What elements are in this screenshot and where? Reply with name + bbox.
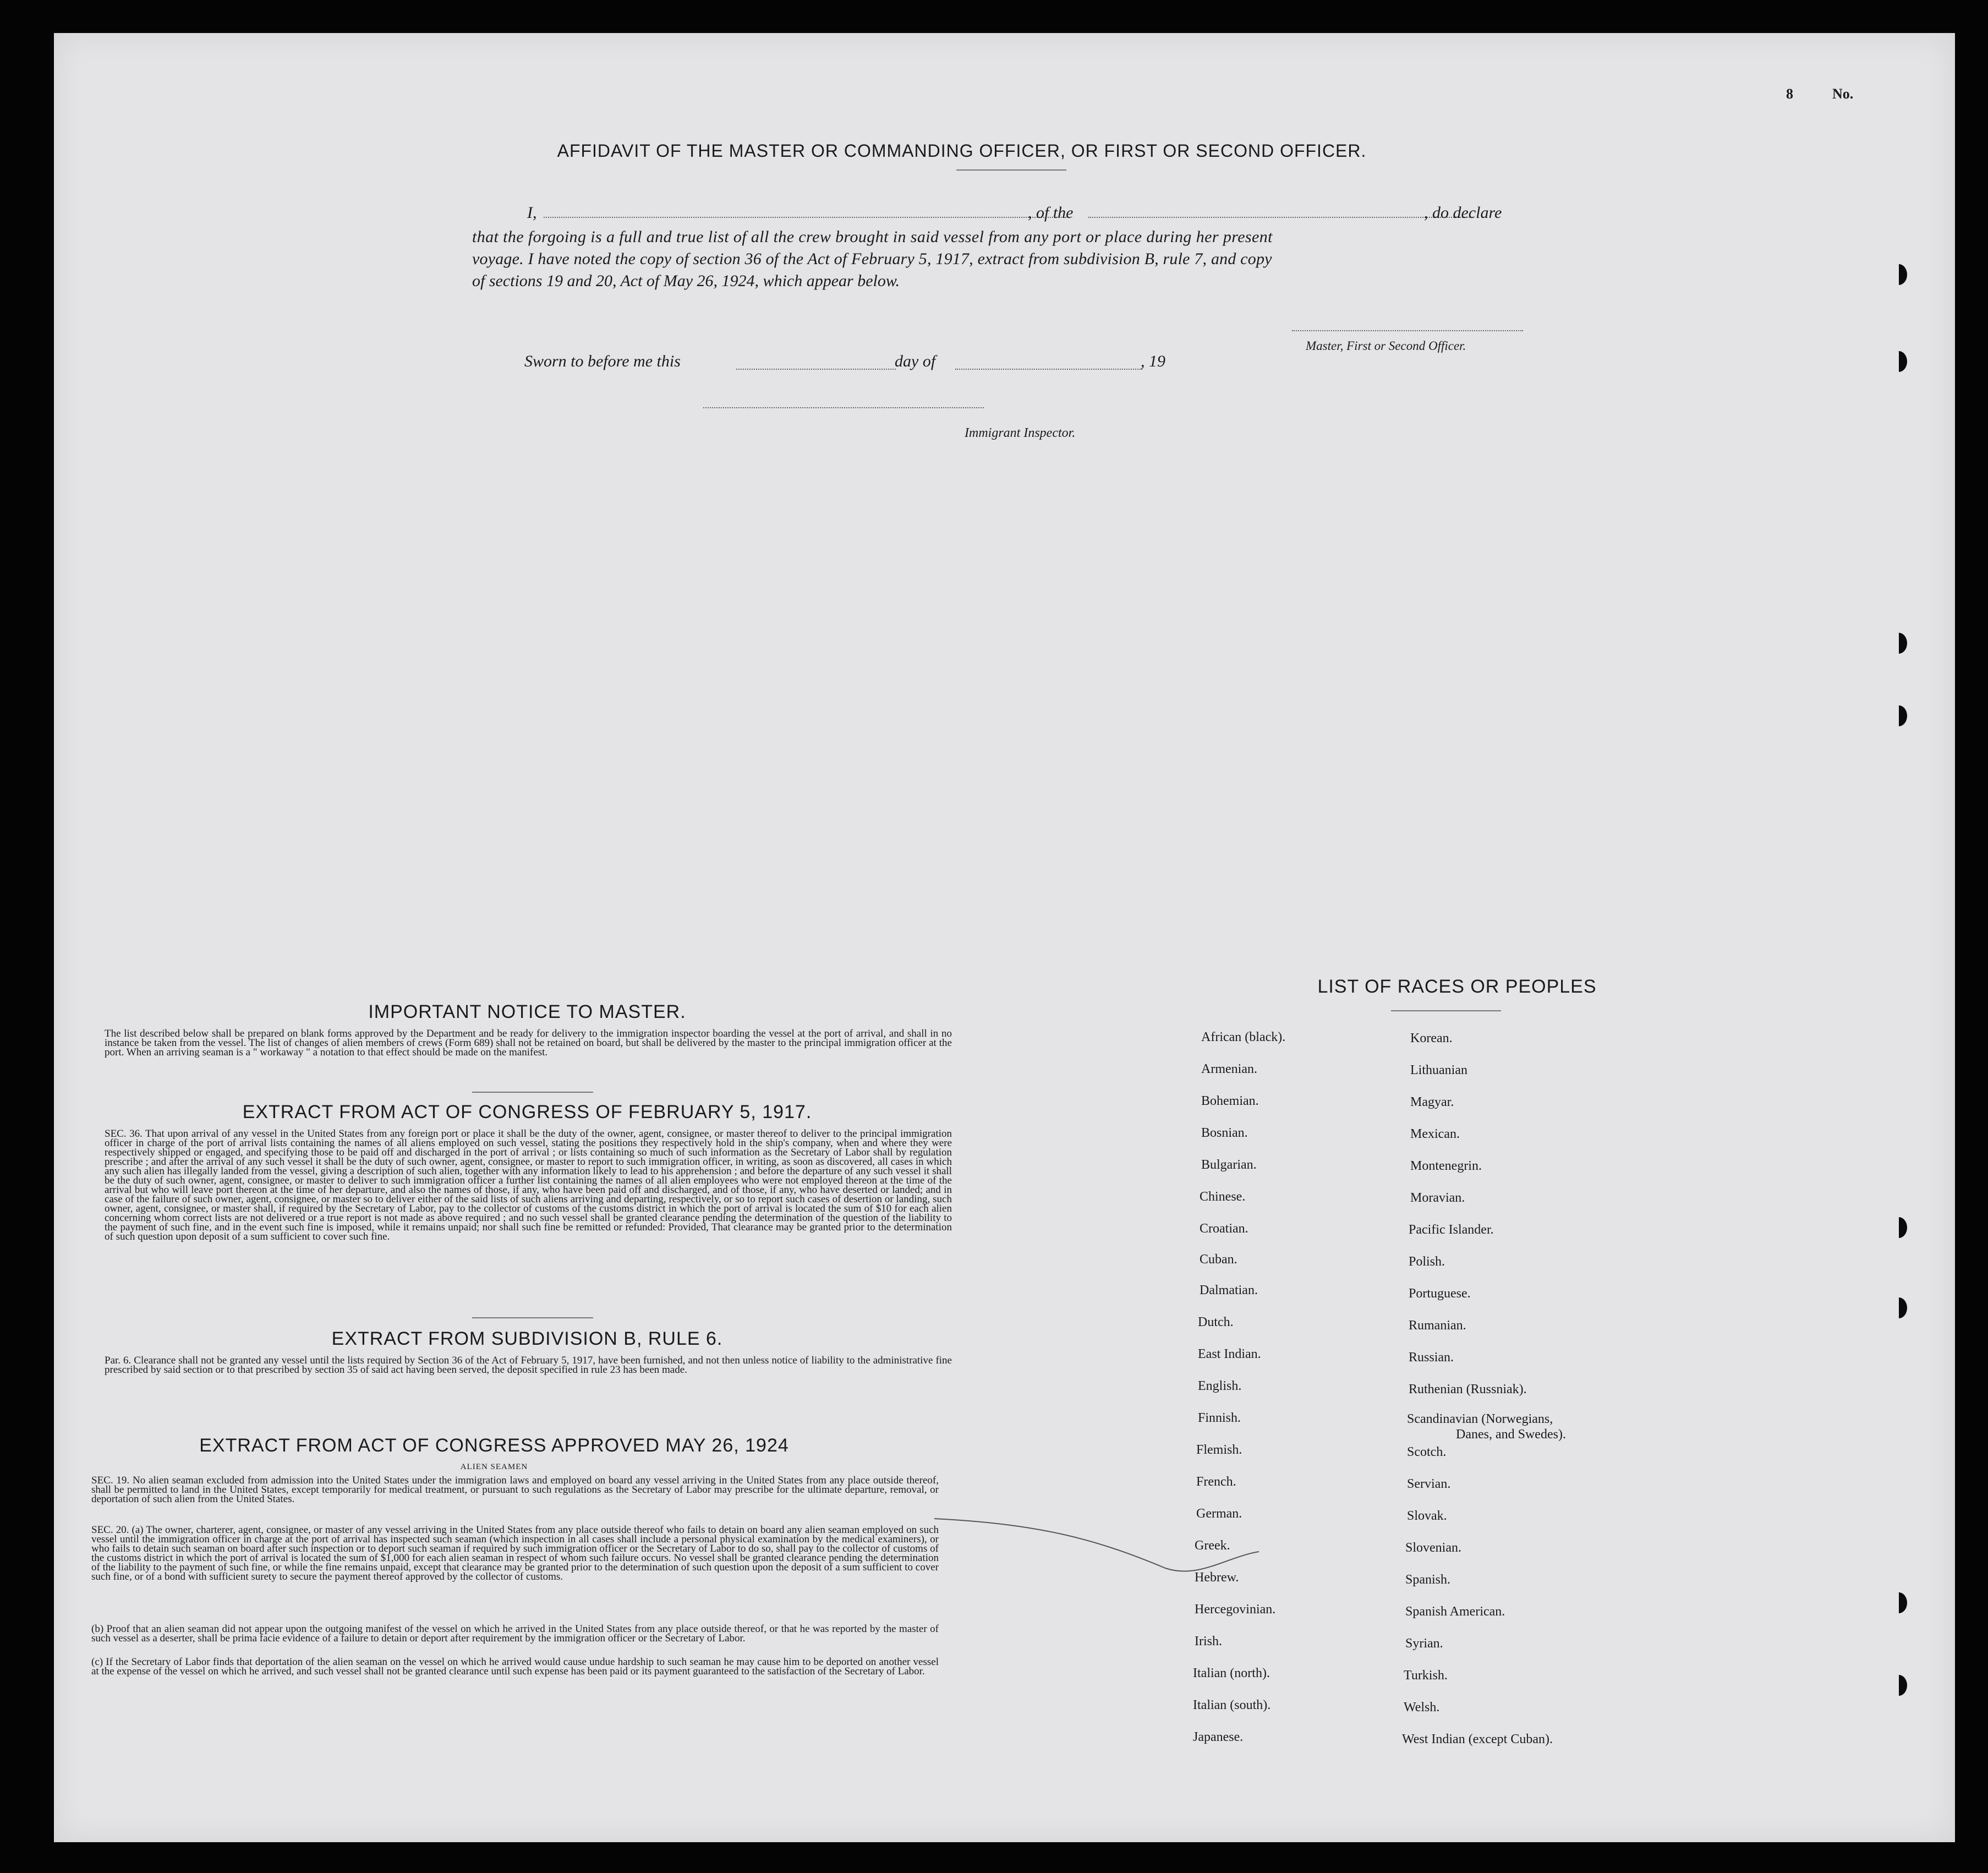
races-title: LIST OF RACES OR PEOPLES [1317, 976, 1597, 997]
race-left-16: German. [1196, 1507, 1242, 1521]
race-left-19: Hercegovinian. [1195, 1602, 1276, 1617]
affidavit-title-rule [956, 169, 1066, 171]
notice-rule [472, 1092, 593, 1093]
race-left-21: Italian (north). [1193, 1666, 1270, 1680]
affidavit-of-the: , of the [1028, 204, 1074, 222]
race-right-1: Korean. [1410, 1031, 1453, 1045]
race-right-19: Spanish American. [1405, 1604, 1505, 1619]
race-left-15: French. [1196, 1475, 1236, 1489]
affidavit-title: AFFIDAVIT OF THE MASTER OR COMMANDING OFFICER, OR FIRST OR SECOND OFFICER. [557, 141, 1367, 161]
race-left-17: Greek. [1195, 1538, 1230, 1553]
rule6-body: Par. 6. Clearance shall not be granted any vessel until the lists required by Section 36 of the Act of February 5, 1917, have been furnished, and not then unless notice of liability to the administrative fine prescribed by said section or to that prescribed by section 35 of said act having been served, the deposit specified in rule 23 has been made. [105, 1355, 952, 1376]
name-blank [544, 217, 1066, 218]
punch-hole-6 [1891, 1297, 1907, 1318]
race-left-22: Italian (south). [1193, 1698, 1271, 1712]
race-left-11: East Indian. [1198, 1347, 1261, 1361]
race-left-2: Armenian. [1201, 1062, 1257, 1076]
race-left-20: Irish. [1195, 1634, 1222, 1649]
extract1924-title: EXTRACT FROM ACT OF CONGRESS APPROVED MAY 26, 1924 [199, 1435, 789, 1456]
master-signature-line [1292, 330, 1523, 331]
pen-stroke [934, 1508, 1264, 1574]
race-left-23: Japanese. [1193, 1730, 1244, 1744]
punch-hole-2 [1891, 351, 1907, 372]
affidavit-line-1: that the forgoing is a full and true list of all the crew brought in said vessel from any port or place during her present [472, 228, 1273, 246]
inspector-signature-line [703, 407, 984, 408]
punch-hole-1 [1891, 264, 1907, 285]
race-left-3: Bohemian. [1201, 1094, 1259, 1108]
rule6-title: EXTRACT FROM SUBDIVISION B, RULE 6. [331, 1328, 723, 1349]
race-left-7: Croatian. [1200, 1222, 1248, 1236]
punch-hole-3 [1891, 633, 1907, 654]
race-right-7: Pacific Islander. [1409, 1223, 1494, 1237]
race-right-16: Slovak. [1407, 1509, 1447, 1523]
race-right-13-cont: Danes, and Swedes). [1456, 1427, 1566, 1442]
race-left-14: Flemish. [1196, 1443, 1242, 1457]
sworn-month-blank [955, 369, 1142, 370]
sworn-day-blank [736, 369, 896, 370]
master-signature-label: Master, First or Second Officer. [1306, 339, 1466, 353]
race-left-5: Bulgarian. [1201, 1158, 1257, 1172]
punch-hole-4 [1891, 705, 1907, 726]
race-right-14: Scotch. [1407, 1445, 1447, 1459]
affidavit-line-3: of sections 19 and 20, Act of May 26, 1924, which appear below. [472, 272, 900, 290]
race-left-9: Dalmatian. [1200, 1283, 1258, 1297]
race-left-18: Hebrew. [1195, 1570, 1239, 1585]
race-right-13: Scandinavian (Norwegians, [1407, 1412, 1553, 1426]
notice-body: The list described below shall be prepared on blank forms approved by the Department and be ready for delivery to the immigration inspector boarding the vessel at the port of arrival, and shall in no instance be taken from the vessel. The list of changes of alien members of crews (Form 689) shall not be retained on board, but shall be delivered by the master to the principal immigration officer at the port. When an arriving seaman is a " workaway " a notation to that effect should be made on the manifest. [105, 1028, 952, 1058]
extract1924-sec20c: (c) If the Secretary of Labor finds that deportation of the alien seaman on the vessel on which he arrived would cause undue hardship to such seaman he may cause him to be deported on another vessel at the expense of the vessel on which he arrived, and such vessel shall not be granted clearance until such expense has been paid or its payment guaranteed to the satisfaction of the Secretary of Labor. [91, 1656, 939, 1677]
race-left-4: Bosnian. [1201, 1126, 1248, 1140]
race-right-22: Welsh. [1404, 1700, 1440, 1715]
vessel-blank [1088, 217, 1474, 218]
race-right-6: Moravian. [1410, 1191, 1465, 1205]
race-right-3: Magyar. [1410, 1095, 1454, 1109]
race-left-1: African (black). [1201, 1030, 1286, 1044]
extract1924-sec20a: SEC. 20. (a) The owner, charterer, agent, consignee, or master of any vessel arriving in the United States from any place outside thereof who fails to detain on board any alien seaman employed on such vessel until the immigration officer in charge at the port of arrival has inspected such seaman (which inspection in all cases shall include a personal physical examination by the medical examiners), or who fails to detain such seaman on board after such inspection or to deport such seaman if required by such immigration officer or the Secretary of Labor to do so, shall pay to the collector of customs of the customs district in which the port of arrival is located the sum of $1,000 for each alien seaman in respect of whom such failure occurs. No vessel shall be granted clearance pending the determination of the liability to the payment of such fine, or while the fine remains unpaid, except that clearance may be granted prior to the determination of such question upon the deposit of a sum sufficient to cover such fine, or of a bond with sufficient surety to secure the payment thereof approved by the collector of customs. [91, 1524, 939, 1582]
extract1917-body: SEC. 36. That upon arrival of any vessel in the United States from any foreign port or place it shall be the duty of the owner, agent, consignee, or master thereof to deliver to the principal immigration officer in charge of the port of arrival lists containing the names of all aliens employed on such vessel, stating the positions they respectively hold in the ship's company, when and where they were respectively shipped or engaged, and specifying those to be paid off and discharged in the port of arrival ; or lists containing so much of such information as the Secretary of Labor shall by regulation prescribe ; and after the arrival of any such vessel it shall be the duty of such owner, agent, consignee, or master to report to such immigration officer, in writing, as soon as discovered, all cases in which any such alien has illegally landed from the vessel, giving a description of such alien, together with any information likely to lead to his apprehension ; and before the departure of any such vessel it shall be the duty of such owner, agent, consignee, or master to deliver to such immigration officer a further list containing the names of all alien employees who were not employed thereon at the time of the arrival but who will leave port thereon at the time of her departure, and also the names of those, if any, who have been paid off and discharged, and of those, if any, who have deserted or landed; and in case of the failure of such owner, agent, consignee, or master so to deliver either of the said lists of such aliens arriving and departing, respectively, or so to report such cases of desertion or landing, such owner, agent, consignee, or master shall, if required by the Secretary of Labor, pay to the collector of customs of the customs district in which the port of arrival is located the sum of $10 for each alien concerning whom correct lists are not delivered or a true report is not made as above required ; and no such vessel shall be granted clearance pending the determination of the question of the liability to the payment of such fine, and in the event such fine is imposed, while it remains unpaid; nor shall such fine be remitted or refunded: Provided, That clearance may be granted prior to the determination of such question upon deposit of a sum sufficient to cover such fine. [105, 1128, 952, 1242]
affidavit-i-label: I, [527, 204, 537, 222]
race-right-10: Rumanian. [1409, 1318, 1466, 1333]
page-mark: 8 [1786, 86, 1793, 102]
year-label: , 19 [1141, 352, 1165, 370]
punch-hole-5 [1891, 1217, 1907, 1238]
sworn-label: Sworn to before me this [524, 352, 681, 370]
punch-hole-8 [1891, 1675, 1907, 1696]
race-right-20: Syrian. [1405, 1636, 1443, 1651]
extract1917-title: EXTRACT FROM ACT OF CONGRESS OF FEBRUARY 5, 1917. [242, 1102, 812, 1122]
punch-hole-7 [1891, 1592, 1907, 1613]
affidavit-line-2: voyage. I have noted the copy of section 36 of the Act of February 5, 1917, extract from subdivision B, rule 7, and copy [472, 250, 1272, 268]
affidavit-do-declare: , do declare [1424, 204, 1502, 222]
race-right-17: Slovenian. [1405, 1541, 1461, 1555]
inspector-label: Immigrant Inspector. [965, 426, 1076, 440]
race-right-4: Mexican. [1410, 1127, 1460, 1141]
extract1924-sec19: SEC. 19. No alien seaman excluded from admission into the United States under the immigration laws and employed on board any vessel arriving in the United States from any place outside thereof, shall be permitted to land in the United States, except temporarily for medical treatment, or pursuant to such regulations as the Secretary of Labor may prescribe for the ultimate departure, removal, or deportation of such alien from the United States. [91, 1475, 939, 1505]
race-right-2: Lithuanian [1410, 1063, 1467, 1077]
race-right-12: Ruthenian (Russniak). [1409, 1382, 1527, 1396]
race-right-21: Turkish. [1404, 1668, 1448, 1683]
extract1924-sec20b: (b) Proof that an alien seaman did not appear upon the outgoing manifest of the vessel on which he arrived in the United States from any place outside thereof, or that he was reported by the master of such vessel as a deserter, shall be prima facie evidence of a failure to detain or deport after requirement by the immigration officer or the Secretary of Labor. [91, 1623, 939, 1644]
day-of-label: day of [895, 352, 936, 370]
race-left-12: English. [1198, 1379, 1242, 1393]
race-right-5: Montenegrin. [1410, 1159, 1482, 1173]
race-right-18: Spanish. [1405, 1573, 1451, 1587]
race-right-15: Servian. [1407, 1477, 1451, 1491]
extract1917-rule [472, 1317, 593, 1318]
race-right-9: Portuguese. [1409, 1286, 1471, 1301]
document-sheet [54, 33, 1955, 1842]
notice-title: IMPORTANT NOTICE TO MASTER. [368, 1001, 686, 1022]
no-label: No. [1832, 86, 1854, 102]
races-rule [1391, 1010, 1501, 1011]
extract1924-subtitle: ALIEN SEAMEN [460, 1463, 528, 1471]
race-left-10: Dutch. [1198, 1315, 1234, 1329]
race-left-8: Cuban. [1200, 1252, 1237, 1267]
race-left-13: Finnish. [1198, 1411, 1241, 1425]
race-left-6: Chinese. [1200, 1190, 1246, 1204]
race-right-11: Russian. [1409, 1350, 1454, 1365]
race-right-8: Polish. [1409, 1255, 1445, 1269]
race-right-23: West Indian (except Cuban). [1402, 1732, 1553, 1746]
